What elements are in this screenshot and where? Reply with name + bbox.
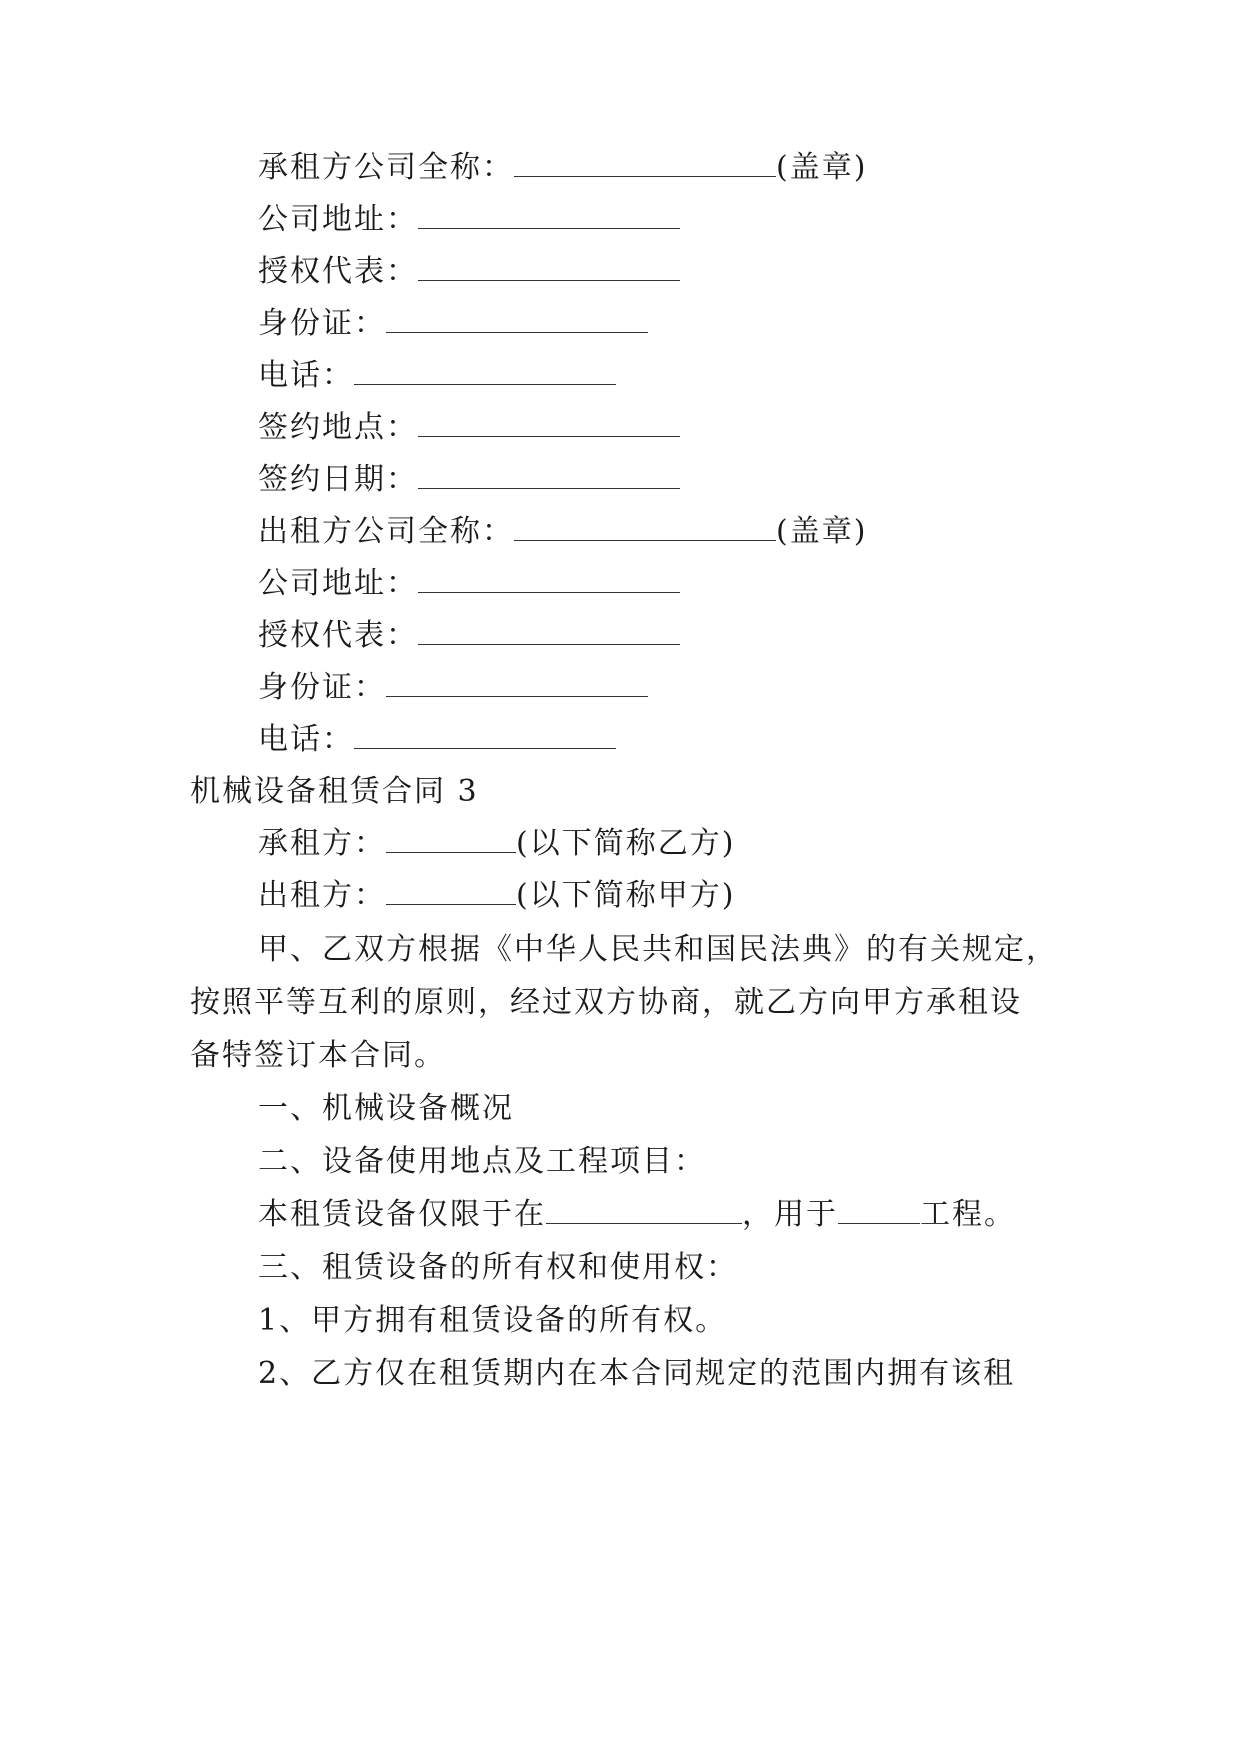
lessee-company-blank[interactable] (514, 148, 776, 177)
sign-place-label: 签约地点： (258, 410, 418, 445)
lessor-id-blank[interactable] (386, 668, 648, 697)
lessor-rep-label: 授权代表： (258, 618, 418, 653)
lessor-phone-row (258, 720, 616, 760)
lessor-party-label: 出租方： (258, 878, 386, 913)
intro-line-2: 按照平等互利的原则，经过双方协商，就乙方向甲方承租设 (190, 985, 1022, 1020)
lessor-rep-row (258, 616, 680, 656)
lessee-company-label: 承租方公司全称： (258, 150, 514, 185)
lessee-address-blank[interactable] (418, 200, 680, 229)
item-2: 2、乙方仅在租赁期内在本合同规定的范围内拥有该租 (258, 1356, 1016, 1391)
section-1-heading: 一、机械设备概况 (258, 1091, 514, 1126)
lessee-rep-label: 授权代表： (258, 254, 418, 289)
lessee-rep-row (258, 252, 680, 292)
lessor-party-note: (以下简称甲方) (516, 878, 736, 913)
lessor-rep-blank[interactable] (418, 616, 680, 645)
lessee-phone-label: 电话： (258, 358, 354, 393)
lessee-party-blank[interactable] (386, 824, 516, 853)
lessee-id-label: 身份证： (258, 306, 386, 341)
lessor-address-blank[interactable] (418, 564, 680, 593)
sign-date-label: 签约日期： (258, 462, 418, 497)
project-blank[interactable] (838, 1195, 920, 1224)
lessee-company-row (258, 148, 867, 188)
lessor-address-label: 公司地址： (258, 566, 418, 601)
sign-place-blank[interactable] (418, 408, 680, 437)
lessee-address-row (258, 200, 680, 240)
item-1: 1、甲方拥有租赁设备的所有权。 (258, 1303, 728, 1338)
location-mid: ，用于 (742, 1197, 838, 1232)
lessee-phone-row (258, 356, 616, 396)
lessee-rep-blank[interactable] (418, 252, 680, 281)
location-suffix: 工程。 (920, 1197, 1016, 1232)
lessee-id-blank[interactable] (386, 304, 648, 333)
sign-place-row (258, 408, 680, 448)
lessor-id-label: 身份证： (258, 670, 386, 705)
lessor-party-blank[interactable] (386, 876, 516, 905)
lessor-id-row (258, 668, 648, 708)
lessor-phone-blank[interactable] (354, 720, 616, 749)
lessee-party-label: 承租方： (258, 826, 386, 861)
lessee-id-row (258, 304, 648, 344)
location-blank[interactable] (546, 1195, 742, 1224)
lessee-phone-blank[interactable] (354, 356, 616, 385)
sign-date-row (258, 460, 680, 500)
intro-line-3: 备特签订本合同。 (190, 1038, 446, 1073)
lessor-phone-label: 电话： (258, 722, 354, 757)
lessor-company-row (258, 512, 867, 552)
lessee-seal-note: (盖章) (776, 150, 868, 185)
section-3-heading: 三、租赁设备的所有权和使用权： (258, 1250, 738, 1285)
contract-title: 机械设备租赁合同 3 (190, 774, 479, 809)
location-row (258, 1195, 1016, 1235)
lessor-company-label: 出租方公司全称： (258, 514, 514, 549)
lessor-party-row (258, 876, 735, 916)
lessee-party-row (258, 824, 735, 864)
lessee-address-label: 公司地址： (258, 202, 418, 237)
sign-date-blank[interactable] (418, 460, 680, 489)
lessor-seal-note: (盖章) (776, 514, 868, 549)
lessor-address-row (258, 564, 680, 604)
section-2-heading: 二、设备使用地点及工程项目： (258, 1144, 706, 1179)
location-prefix: 本租赁设备仅限于在 (258, 1197, 546, 1232)
lessor-company-blank[interactable] (514, 512, 776, 541)
lessee-party-note: (以下简称乙方) (516, 826, 736, 861)
intro-line-1: 甲、乙双方根据《中华人民共和国民法典》的有关规定， (258, 932, 1058, 967)
